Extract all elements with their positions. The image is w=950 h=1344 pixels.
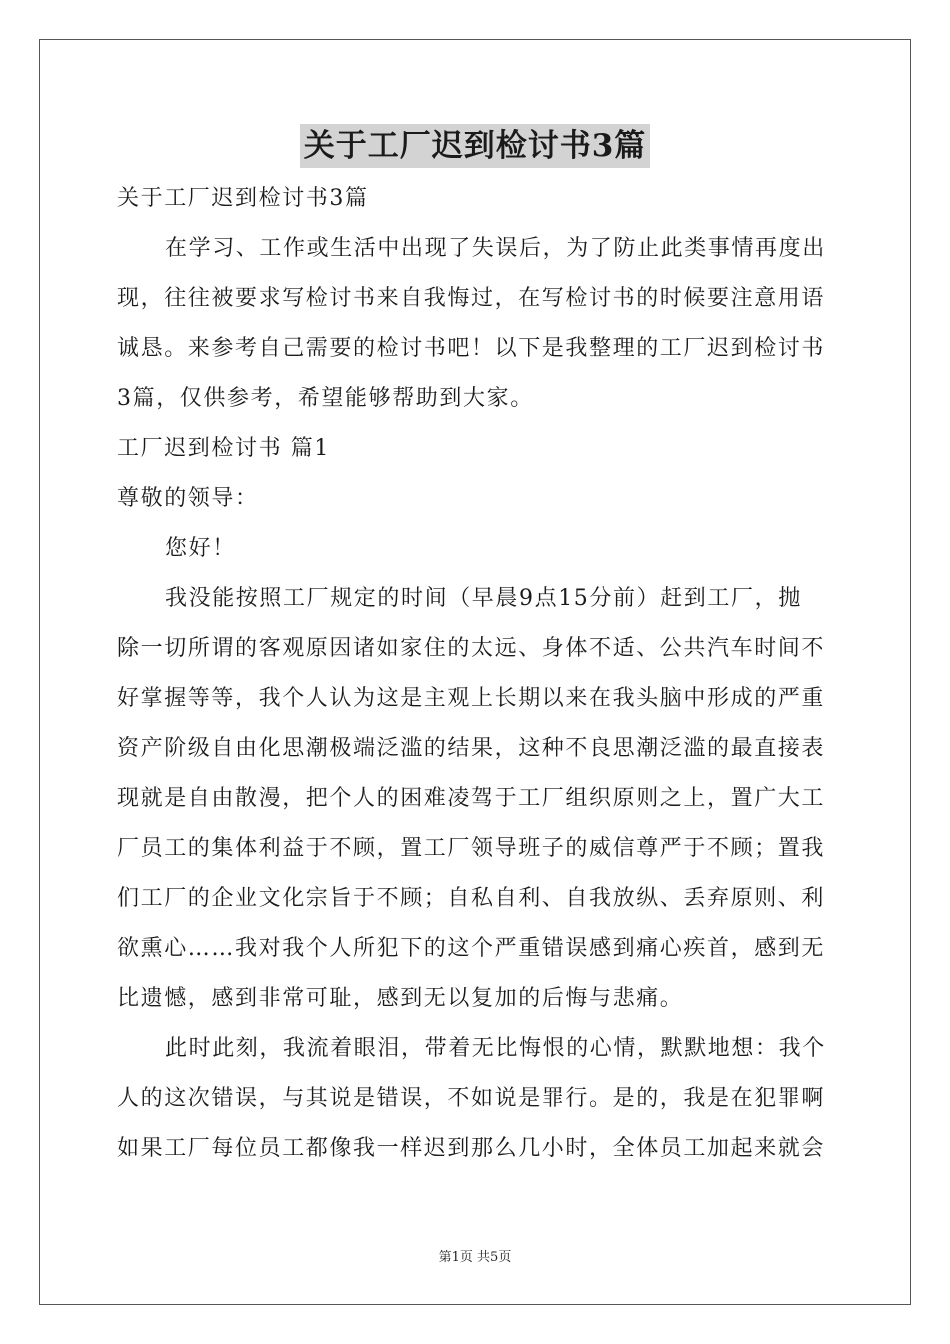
text-line: 资产阶级自由化思潮极端泛滥的结果，这种不良思潮泛滥的最直接表 <box>117 736 826 761</box>
text-line: 3篇，仅供参考，希望能够帮助到大家。 <box>117 386 534 411</box>
text-line: 们工厂的企业文化宗旨于不顾；自私自利、自我放纵、丢弃原则、利 <box>117 886 826 911</box>
text-line: 现，往往被要求写检讨书来自我悔过，在写检讨书的时候要注意用语 <box>117 286 826 311</box>
page-footer: 第1页 共5页 <box>438 1250 512 1265</box>
text-line: 好掌握等等，我个人认为这是主观上长期以来在我头脑中形成的严重 <box>117 686 826 711</box>
text-line: 欲熏心……我对我个人所犯下的这个严重错误感到痛心疾首，感到无 <box>117 936 826 961</box>
text-line: 此时此刻，我流着眼泪，带着无比悔恨的心情，默默地想：我个 <box>165 1036 826 1061</box>
text-line: 在学习、工作或生活中出现了失误后，为了防止此类事情再度出 <box>165 236 826 261</box>
text-line: 尊敬的领导： <box>117 486 259 511</box>
text-line: 除一切所谓的客观原因诸如家住的太远、身体不适、公共汽车时间不 <box>117 636 826 661</box>
text-line: 厂员工的集体利益于不顾，置工厂领导班子的威信尊严于不顾；置我 <box>117 836 826 861</box>
text-line: 关于工厂迟到检讨书3篇 <box>117 186 369 211</box>
document-title: 关于工厂迟到检讨书3篇 <box>300 124 651 168</box>
text-line: 如果工厂每位员工都像我一样迟到那么几小时，全体员工加起来就会 <box>117 1136 826 1161</box>
text-line: 工厂迟到检讨书 篇1 <box>117 436 330 461</box>
text-line: 现就是自由散漫，把个人的困难凌驾于工厂组织原则之上，置广大工 <box>117 786 826 811</box>
text-line: 比遗憾，感到非常可耻，感到无以复加的后悔与悲痛。 <box>117 986 684 1011</box>
text-line: 诚恳。来参考自己需要的检讨书吧！以下是我整理的工厂迟到检讨书 <box>117 336 826 361</box>
text-line: 我没能按照工厂规定的时间（早晨9点15分前）赶到工厂，抛 <box>165 586 802 611</box>
document-body <box>117 174 835 1174</box>
title-container <box>0 124 950 168</box>
text-line: 人的这次错误，与其说是错误，不如说是罪行。是的，我是在犯罪啊 <box>117 1086 826 1111</box>
text-line: 您好！ <box>165 536 236 561</box>
